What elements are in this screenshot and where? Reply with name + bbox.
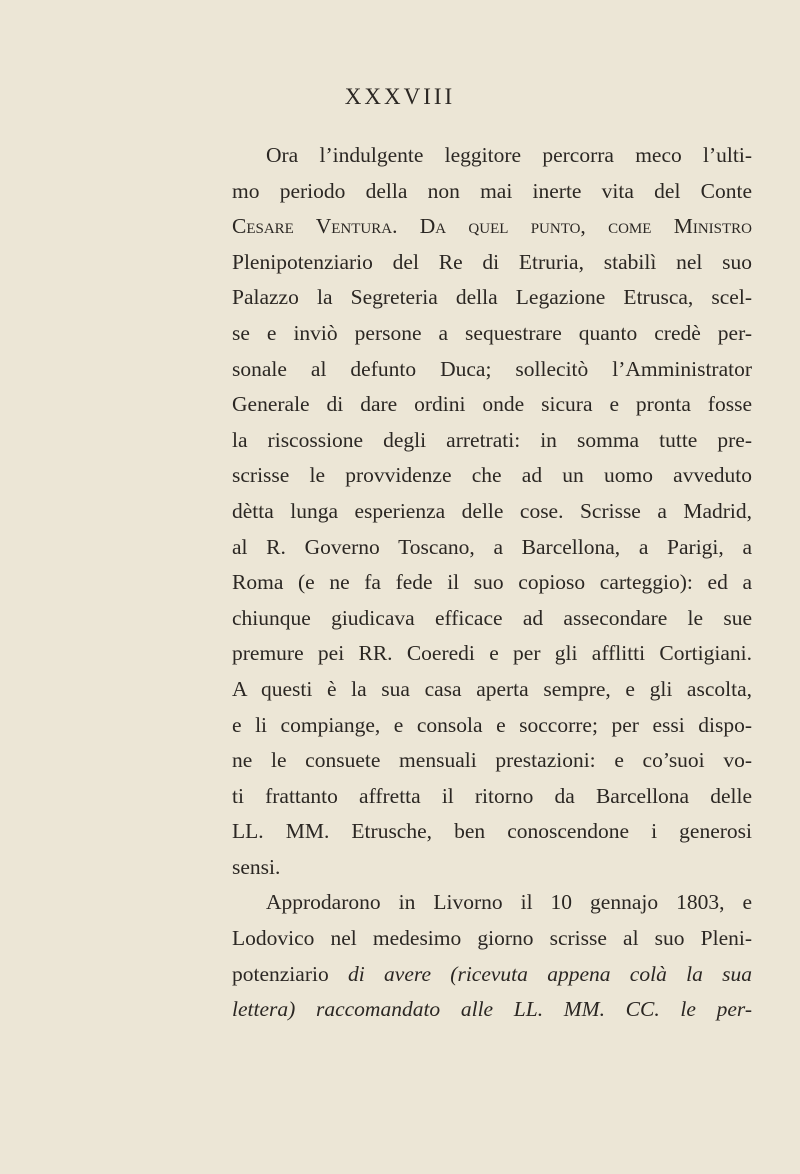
text-line: A questi è la sua casa aperta sempre, e gli ascolta, [232, 676, 752, 701]
body-text [232, 138, 752, 1028]
page-number-header: XXXVIII [344, 84, 456, 109]
text-line: sensi. [232, 854, 281, 879]
text-line: Roma (e ne fa fede il suo copioso carteggio): ed a [232, 570, 752, 595]
text-line: chiunque giudicava efficace ad assecondare le sue [232, 605, 752, 630]
text-line: Plenipotenziario del Re di Etruria, stabilì nel suo [232, 249, 752, 274]
text-line: Ora l’indulgente leggitore percorra meco l’ulti- [266, 143, 752, 167]
text-line: mo periodo della non mai inerte vita del Conte [232, 178, 752, 203]
text-line: Generale di dare ordini onde sicura e pronta fosse [232, 392, 752, 417]
text-line: e li compiange, e consola e soccorre; per essi dispo- [232, 712, 752, 737]
text-line-mixed [232, 957, 752, 993]
text-line: dètta lunga esperienza delle cose. Scrisse a Madrid, [232, 498, 752, 523]
text-line: ne le consuete mensuali prestazioni: e co’suoi vo- [232, 748, 752, 773]
text-line: se e inviò persone a sequestrare quanto credè per- [232, 320, 752, 345]
text-line: scrisse le provvidenze che ad un uomo avveduto [232, 463, 752, 488]
text-line: ti frattanto affretta il ritorno da Barcellona delle [232, 783, 752, 808]
text-line: LL. MM. Etrusche, ben conoscendone i generosi [232, 819, 752, 844]
text-line: al R. Governo Toscano, a Barcellona, a Parigi, a [232, 534, 752, 559]
text-line: Approdarono in Livorno il 10 gennajo 1803, e [266, 890, 752, 915]
text-line: Cesare Ventura. Da quel punto, come Ministro [232, 214, 752, 239]
text-line: premure pei RR. Coeredi e per gli afflitti Cortigiani. [232, 641, 752, 666]
text-line: la riscossione degli arretrati: in somma tutte pre- [232, 427, 752, 452]
italic-fragment: di avere (ricevuta appena colà la sua [348, 961, 753, 986]
text-line: Palazzo la Segreteria della Legazione Etrusca, scel- [232, 285, 752, 310]
text-line: sonale al defunto Duca; sollecitò l’Amministrator [232, 356, 752, 381]
text-fragment: potenziario [232, 961, 329, 986]
text-line: lettera) raccomandato alle LL. MM. CC. le per- [232, 997, 752, 1022]
text-line: Lodovico nel medesimo giorno scrisse al suo Pleni- [232, 926, 752, 951]
